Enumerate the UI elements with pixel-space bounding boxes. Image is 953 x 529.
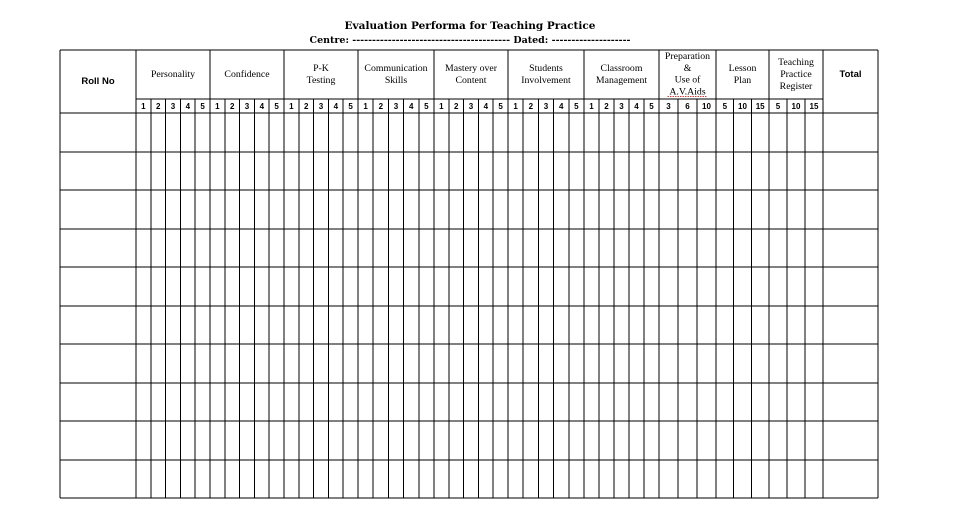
criterion-header-line: Confidence xyxy=(224,69,270,80)
scale-value: 2 xyxy=(453,102,459,111)
criterion-header-line: Register xyxy=(779,81,813,92)
centre-blank[interactable]: ---------------------------------------- xyxy=(352,35,511,46)
scale-value: 15 xyxy=(755,102,765,111)
criterion-header-line: Mastery over xyxy=(445,63,497,74)
criterion-header-line: Lesson xyxy=(728,63,757,74)
scale-value: 4 xyxy=(185,102,191,111)
scale-value: 1 xyxy=(215,102,220,111)
roll-no-header: Roll No xyxy=(81,76,115,87)
criterion-header-line: Management xyxy=(595,75,648,86)
scale-value: 3 xyxy=(468,102,474,111)
scale-value: 3 xyxy=(393,102,399,111)
criterion-header-line: P-K xyxy=(313,63,329,74)
criterion-header-line: Practice xyxy=(780,69,812,80)
scale-value: 1 xyxy=(513,102,518,111)
scale-value: 4 xyxy=(333,102,339,111)
scale-value: 4 xyxy=(558,102,564,111)
criterion-header-line: A.V.Aids xyxy=(669,86,706,98)
scale-value: 2 xyxy=(155,102,161,111)
scale-value: 1 xyxy=(141,102,146,111)
scale-value: 5 xyxy=(348,102,353,111)
scale-value: 6 xyxy=(685,102,690,111)
dated-label: Dated: xyxy=(513,35,549,46)
scale-value: 3 xyxy=(619,102,624,111)
scale-value: 2 xyxy=(303,102,309,111)
criterion-header-line: Communication xyxy=(364,63,428,74)
criterion-header-line: & xyxy=(683,62,692,74)
scale-value: 3 xyxy=(666,102,671,111)
criterion-header-line: Plan xyxy=(733,75,752,86)
criterion-header-line: Preparation xyxy=(664,51,711,62)
scale-value: 10 xyxy=(791,102,801,111)
centre-label: Centre: xyxy=(309,35,349,46)
criterion-header-line: Personality xyxy=(150,69,196,80)
scale-value: 3 xyxy=(170,102,176,111)
criterion-header-line: Involvement xyxy=(521,75,571,86)
criterion-header-line: Students xyxy=(529,63,563,74)
scale-value: 5 xyxy=(200,102,205,111)
scale-value: 2 xyxy=(229,102,235,111)
scale-value: 10 xyxy=(702,102,711,111)
scale-value: 1 xyxy=(589,102,594,111)
dated-blank[interactable]: -------------------- xyxy=(551,35,631,46)
scale-value: 5 xyxy=(274,102,279,111)
scale-value: 5 xyxy=(775,102,781,111)
scale-value: 5 xyxy=(574,102,579,111)
criterion-header-line: Content xyxy=(455,75,487,86)
criterion-header-line: Testing xyxy=(306,75,336,86)
scale-value: 10 xyxy=(738,102,747,111)
scale-value: 2 xyxy=(604,102,609,111)
scale-value: 4 xyxy=(483,102,489,111)
criterion-header-line: Use of xyxy=(674,74,701,86)
form-title: Evaluation Performa for Teaching Practice xyxy=(344,20,596,32)
scale-value: 15 xyxy=(809,102,819,111)
scale-value: 1 xyxy=(363,102,368,111)
scale-value: 4 xyxy=(259,102,265,111)
scale-value: 5 xyxy=(722,102,728,111)
criterion-header-line: Teaching xyxy=(778,57,814,68)
criterion-header-line: Classroom xyxy=(600,63,643,74)
scale-value: 4 xyxy=(634,102,639,111)
scale-value: 5 xyxy=(649,102,654,111)
scale-value: 1 xyxy=(439,102,444,111)
scale-value: 5 xyxy=(424,102,429,111)
scale-value: 1 xyxy=(289,102,294,111)
scale-value: 5 xyxy=(498,102,503,111)
criterion-header-line: Skills xyxy=(384,75,408,86)
scale-value: 4 xyxy=(408,102,414,111)
scale-value: 3 xyxy=(318,102,324,111)
total-header: Total xyxy=(839,69,862,80)
scale-value: 3 xyxy=(244,102,250,111)
scale-value: 2 xyxy=(378,102,384,111)
scale-value: 3 xyxy=(543,102,549,111)
scale-value: 2 xyxy=(528,102,534,111)
